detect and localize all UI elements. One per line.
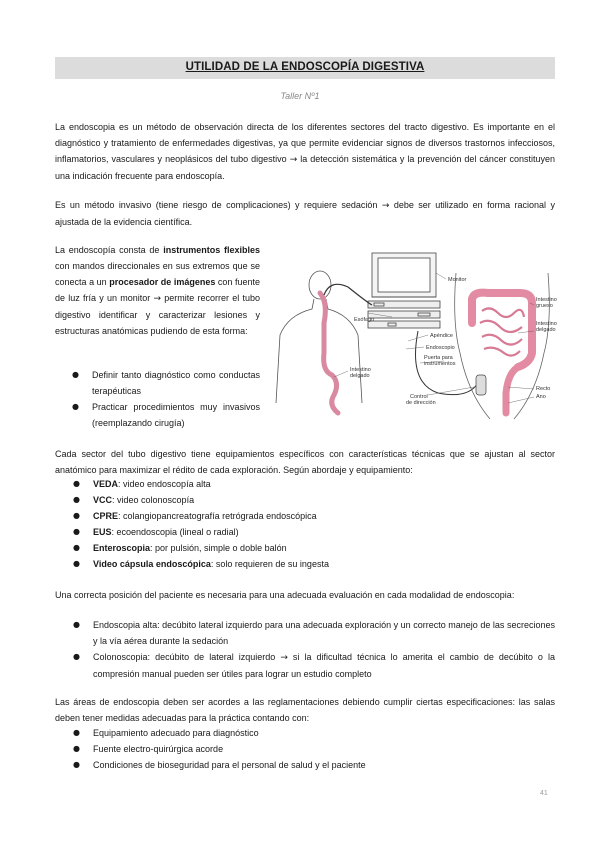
list-item: ● Practicar procedimientos muy invasivos (reemplazando cirugía) [55, 399, 260, 431]
paragraph-invasive: Es un método invasivo (tiene riesgo de complicaciones) y requiere sedación → debe ser utilizado en forma racional y ajustada de la evidencia científica. [55, 200, 555, 227]
endoscopy-illustration [268, 243, 560, 435]
monitor-cart [368, 253, 440, 328]
esophagus-path [320, 293, 338, 413]
paragraph-sectors: Cada sector del tubo digestivo tiene equipamientos específicos con características técnicas que se ajustan al sector anatómico para maximizar el rédito de cada exploración. Según abordaje y equipamiento: [55, 449, 555, 475]
rectum [506, 367, 518, 413]
paragraph-equipment: La endoscopía consta de instrumentos flexibles con mandos direccionales en sus extremos que se conecta a un procesador de imágenes con fuente de luz fría y un monitor → permite recorrer el tubo digestivo identificar y caracterizar lesiones y estructuras anatómicas pudiendo de esta forma: [55, 245, 261, 336]
control-handle [476, 375, 486, 395]
label-intestino-delgado-left: Intestino [350, 367, 371, 373]
title-bar [55, 57, 555, 79]
page-subtitle: Taller Nº1 [280, 91, 320, 101]
list-item: ● Video cápsula endoscópica: solo requieren de su ingesta [55, 556, 555, 572]
list-item: ● Colonoscopia: decúbito de lateral izquierdo → si la dificultad técnica lo amerita el cambio de decúbito o la compresión manual pueden ser útiles para lograr un estudio completo [55, 649, 555, 682]
paragraph-areas: Las áreas de endoscopia deben ser acordes a las reglamentaciones debiendo cumplir ciertas especificaciones: las salas deben tener medidas adecuadas para la práctica contando con: [55, 697, 555, 723]
arrow-icon: → [381, 201, 390, 211]
list-item: ● EUS: ecoendoscopia (lineal o radial) [55, 524, 555, 540]
label-recto: Recto [536, 386, 551, 392]
label-intestino-delgado: Intestino [536, 321, 557, 327]
page-number: 41 [540, 790, 548, 797]
arrow-icon: → [289, 155, 298, 165]
label-direccion: de dirección [406, 400, 436, 406]
label-control: Control [410, 394, 428, 400]
small-intestine [480, 308, 524, 355]
arrow-icon: → [153, 294, 162, 304]
list-item: ● Definir tanto diagnóstico como conductas terapéuticas [55, 367, 260, 399]
uses-list [55, 367, 260, 431]
label-puerta: Puerta para [424, 355, 453, 361]
list-item: ● CPRE: colangiopancreatografía retrógrada endoscópica [55, 508, 555, 524]
list-item: ● Equipamiento adecuado para diagnóstico [55, 725, 555, 741]
areas-list [55, 725, 555, 773]
paragraph-intro: La endoscopia es un método de observación directa de los diferentes sectores del tracto digestivo. Es importante en el diagnóstico y tratamiento de enfermedades digestivas, ya que permite evidenciar signos de diversos trastornos infecciosos, inflamatorios, vasculares y neoplásicos del tubo digestivo → la detección sistemática y la prevención del cáncer constituyen una indicación frecuente para endoscopía. [55, 122, 555, 181]
arrow-icon: → [280, 653, 288, 663]
list-item: ● Enteroscopia: por pulsión, simple o doble balón [55, 540, 555, 556]
page-title: UTILIDAD DE LA ENDOSCOPÍA DIGESTIVA [185, 61, 425, 73]
list-item: ● Endoscopia alta: decúbito lateral izquierdo para una adecuada exploración y un correcto manejo de las secreciones y la vía aérea durante la sedación [55, 617, 555, 649]
position-list [55, 617, 555, 682]
list-item: ● Condiciones de bioseguridad para el personal de salud y el paciente [55, 757, 555, 773]
equipment-list [55, 476, 555, 572]
list-item: ● VCC: video colonoscopía [55, 492, 555, 508]
paragraph-position: Una correcta posición del paciente es necesaria para una adecuada evaluación en cada modalidad de endoscopia: [55, 590, 515, 600]
label-endoscopio: Endoscopio [426, 345, 455, 351]
label-monitor: Monitor [448, 277, 467, 283]
label-esofago: Esófago [354, 317, 375, 323]
list-item: ● VEDA: video endoscopía alta [55, 476, 555, 492]
label-apendice: Apéndice [430, 333, 453, 339]
label-delgado: delgado [536, 327, 556, 333]
label-ano: Ano [536, 394, 546, 400]
label-instrumentos: instrumentos [424, 361, 456, 367]
label-grueso: grueso [536, 303, 553, 309]
label-delgado-left: delgado [350, 373, 370, 379]
label-intestino-grueso: Intestino [536, 297, 557, 303]
list-item: ● Fuente electro-quirúrgica acorde [55, 741, 555, 757]
